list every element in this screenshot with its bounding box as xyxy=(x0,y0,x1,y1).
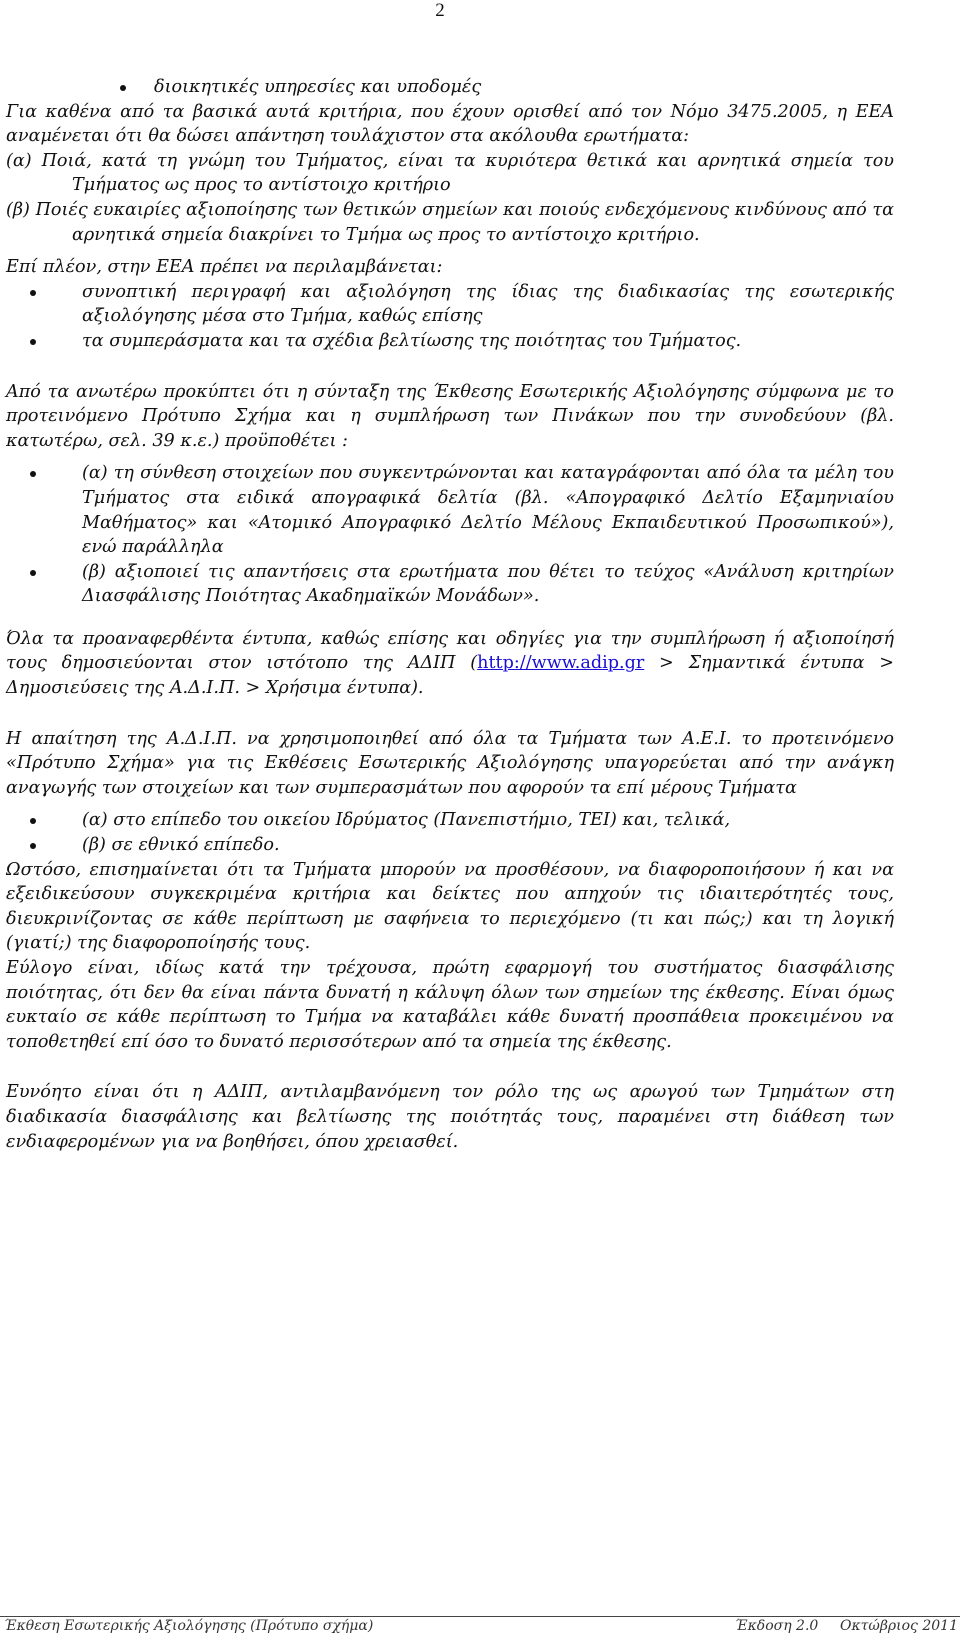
list-item xyxy=(6,75,894,100)
paragraph-customization: Ωστόσο, επισημαίνεται ότι τα Τμήματα μπορούν να προσθέσουν, να διαφοροποιήσουν ή και να εξειδικεύσουν συγκεκριμένα κριτήρια και δείκτες που απηχούν τις ιδιαιτερότητές τους, διευκρινίζοντας σε κάθε περίπτωση με σαφήνεια το περιεχόμενο (τι και πώς;) και τη λογική (γιατί;) της διαφοροποίησής τους. xyxy=(6,859,894,954)
forms-text-end: > Σημαντικά έντυπα > Δημοσιεύσεις της Α.Δ.Ι.Π. > Χρήσιμα έντυπα). xyxy=(6,653,894,699)
adip-website-link[interactable]: http://www.adip.gr xyxy=(477,653,645,674)
paragraph-support: Ευνόητο είναι ότι η ΑΔΙΠ, αντιλαμβανόμενη τον ρόλο της ως αρωγού των Τμημάτων στη διαδικασία διασφάλισης και βελτίωσης της ποιότητάς τους, παραμένει στη διάθεση των ενδιαφερομένων για να βοηθήσει, όπου χρειασθεί. xyxy=(6,1082,894,1152)
list-item-text: συνοπτική περιγραφή και αξιολόγηση της ίδιας της διαδικασίας της εσωτερικής αξιολόγησης μέσα στο Τμήμα, καθώς επίσης xyxy=(82,281,894,327)
document-body xyxy=(6,75,894,1154)
paragraph-requirement: Η απαίτηση της Α.Δ.Ι.Π. να χρησιμοποιηθεί από όλα τα Τμήματα των Α.Ε.Ι. το προτεινόμενο «Πρότυπο Σχήμα» για τις Εκθέσεις Εσωτερικής Αξιολόγησης υπαγορεύεται από την ανάγκη αναγωγής των στοιχείων και των συμπερασμάτων που αφορούν τα επί μέρους Τμήματα xyxy=(6,728,894,798)
paragraph-additional-intro: Επί πλέον, στην ΕΕΑ πρέπει να περιλαμβάνεται: xyxy=(6,257,443,278)
list-item xyxy=(6,461,894,559)
list-item-text: (α) τη σύνθεση στοιχείων που συγκεντρώνονται και καταγράφονται από όλα τα μέλη του Τμήματος στα ειδικά απογραφικά δελτία (βλ. «Απογραφικό Δελτίο Εξαμηνιαίου Μαθήματος» και «Ατομικό Απογραφικό Δελτίο Μέλους Εκπαιδευτικού Προσωπικού»), ενώ παράλληλα xyxy=(82,463,894,558)
footer-date: Οκτώβριος 2011 xyxy=(840,1618,958,1634)
paragraph-coverage: Εύλογο είναι, ιδίως κατά την τρέχουσα, πρώτη εφαρμογή του συστήματος διασφάλισης ποιότητας, ότι δεν θα είναι πάντα δυνατή η κάλυψη όλων των σημείων της έκθεσης. Είναι όμως ευκταίο σε κάθε περίπτωση το Τμήμα να καταβάλει κάθε δυνατή προσπάθεια προκειμένου να τοποθετηθεί επί όσο το δυνατό περισσότερων από τα σημεία της έκθεσης. xyxy=(6,958,894,1052)
page-number: 2 xyxy=(435,0,445,21)
list-item xyxy=(6,833,894,858)
paragraph-criteria-intro: Για καθένα από τα βασικά αυτά κριτήρια, που έχουν ορισθεί από τον Νόμο 3475.2005, η ΕΕΑ αναμένεται ότι θα δώσει απάντηση τουλάχιστον στα ακόλουθα ερωτήματα: xyxy=(6,101,894,147)
bullet-list-additional xyxy=(6,280,894,354)
paragraph-forms xyxy=(6,627,894,701)
bullet-list-prerequisites xyxy=(6,461,894,609)
paragraph-prerequisites: Από τα ανωτέρω προκύπτει ότι η σύνταξη της Έκθεσης Εσωτερικής Αξιολόγησης σύμφωνα με το προτεινόμενο Πρότυπο Σχήμα και η συμπλήρωση των Πινάκων που την συνοδεύουν (βλ. κατωτέρω, σελ. 39 κ.ε.) προϋποθέτει : xyxy=(6,381,894,451)
list-item-text: τα συμπεράσματα και τα σχέδια βελτίωσης της ποιότητας του Τμήματος. xyxy=(82,330,742,351)
footer-title: Έκθεση Εσωτερικής Αξιολόγησης (Πρότυπο σχήμα) xyxy=(4,1618,374,1634)
list-item xyxy=(6,808,894,833)
list-item-text: (β) σε εθνικό επίπεδο. xyxy=(82,835,280,856)
bullet-list-top xyxy=(6,75,894,100)
question-b: (β) Ποιές ευκαιρίες αξιοποίησης των θετικών σημείων και ποιούς ενδεχόμενους κινδύνους από τα αρνητικά σημεία διακρίνει το Τμήμα ως προς το αντίστοιχο κριτήριο. xyxy=(6,199,894,245)
list-item xyxy=(6,329,894,354)
list-item-text: (β) αξιοποιεί τις απαντήσεις στα ερωτήματα που θέτει το τεύχος «Ανάλυση κριτηρίων Διασφάλισης Ποιότητας Ακαδημαϊκών Μονάδων». xyxy=(82,561,894,607)
list-item xyxy=(6,280,894,329)
page-footer xyxy=(0,1616,960,1635)
bullet-list-levels xyxy=(6,808,894,857)
list-item-text: διοικητικές υπηρεσίες και υποδομές xyxy=(154,77,482,97)
list-item-text: (α) στο επίπεδο του οικείου Ιδρύματος (Πανεπιστήμιο, ΤΕΙ) και, τελικά, xyxy=(82,810,731,831)
forms-text: Όλα τα προαναφερθέντα έντυπα, καθώς επίσης και οδηγίες για την συμπλήρωση ή αξιοποίησή τους δημοσιεύονται στον ιστότοπο της ΑΔΙΠ ( xyxy=(6,628,894,674)
list-item xyxy=(6,560,894,609)
question-a: (α) Ποιά, κατά τη γνώμη του Τμήματος, είναι τα κυριότερα θετικά και αρνητικά σημεία του Τμήματος ως προς το αντίστοιχο κριτήριο xyxy=(6,150,894,196)
footer-version: Έκδοση 2.0 xyxy=(735,1618,819,1634)
